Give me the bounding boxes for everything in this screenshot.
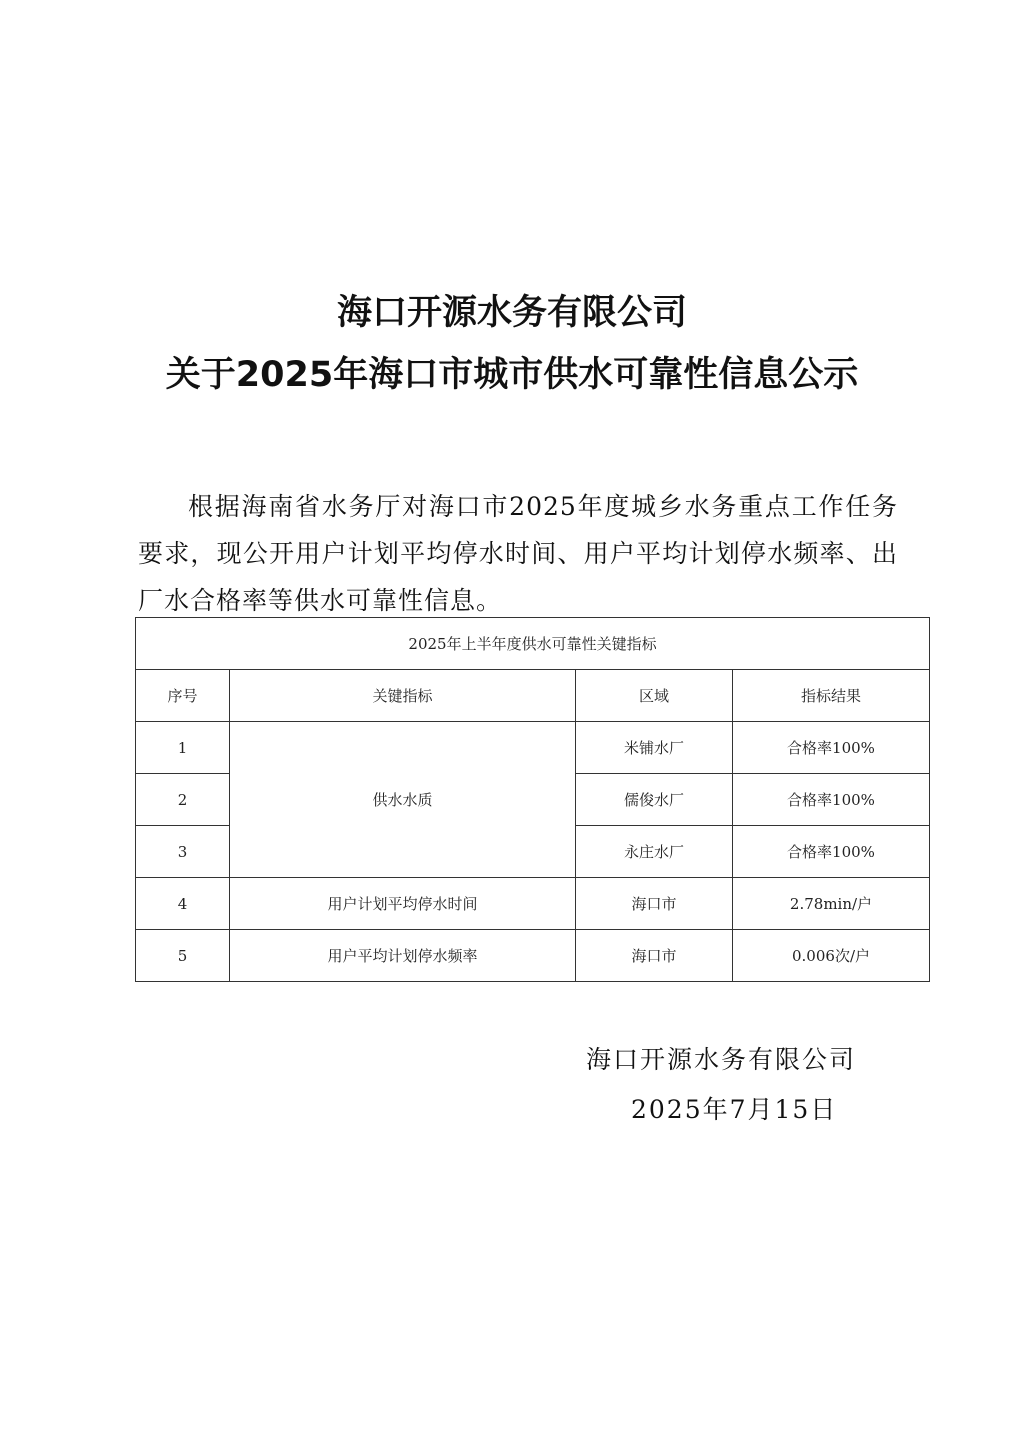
cell-result: 合格率100% [733, 722, 930, 774]
cell-seq: 3 [136, 826, 230, 878]
signature-company: 海口开源水务有限公司 [586, 1045, 857, 1074]
title-company: 海口开源水务有限公司 [336, 293, 687, 333]
table-row [136, 878, 930, 930]
cell-area: 永庄水厂 [576, 826, 733, 878]
cell-indicator: 用户平均计划停水频率 [230, 930, 576, 982]
cell-area: 海口市 [576, 930, 733, 982]
cell-area: 米铺水厂 [576, 722, 733, 774]
header-indicator: 关键指标 [230, 670, 576, 722]
header-seq: 序号 [136, 670, 230, 722]
cell-area: 儒俊水厂 [576, 774, 733, 826]
body-paragraph: 根据海南省水务厅对海口市2025年度城乡水务重点工作任务要求，现公开用户计划平均停水时间、用户平均计划停水频率、出厂水合格率等供水可靠性信息。 [138, 492, 898, 615]
cell-seq: 4 [136, 878, 230, 930]
table-header-row [136, 670, 930, 722]
title-subject: 关于2025年海口市城市供水可靠性信息公示 [165, 355, 859, 395]
cell-seq: 1 [136, 722, 230, 774]
document-title [0, 282, 1024, 406]
cell-result: 合格率100% [733, 774, 930, 826]
table-row [136, 930, 930, 982]
header-area: 区域 [576, 670, 733, 722]
signature-date: 2025年7月15日 [631, 1095, 838, 1124]
cell-seq: 5 [136, 930, 230, 982]
cell-indicator: 用户计划平均停水时间 [230, 878, 576, 930]
header-result: 指标结果 [733, 670, 930, 722]
table-row [136, 722, 930, 774]
kpi-table [135, 617, 930, 982]
cell-seq: 2 [136, 774, 230, 826]
cell-indicator: 供水水质 [230, 722, 576, 878]
table-caption: 2025年上半年度供水可靠性关键指标 [136, 618, 930, 670]
cell-result: 合格率100% [733, 826, 930, 878]
cell-result: 2.78min/户 [733, 878, 930, 930]
cell-area: 海口市 [576, 878, 733, 930]
cell-result: 0.006次/户 [733, 930, 930, 982]
table-caption-row [136, 618, 930, 670]
